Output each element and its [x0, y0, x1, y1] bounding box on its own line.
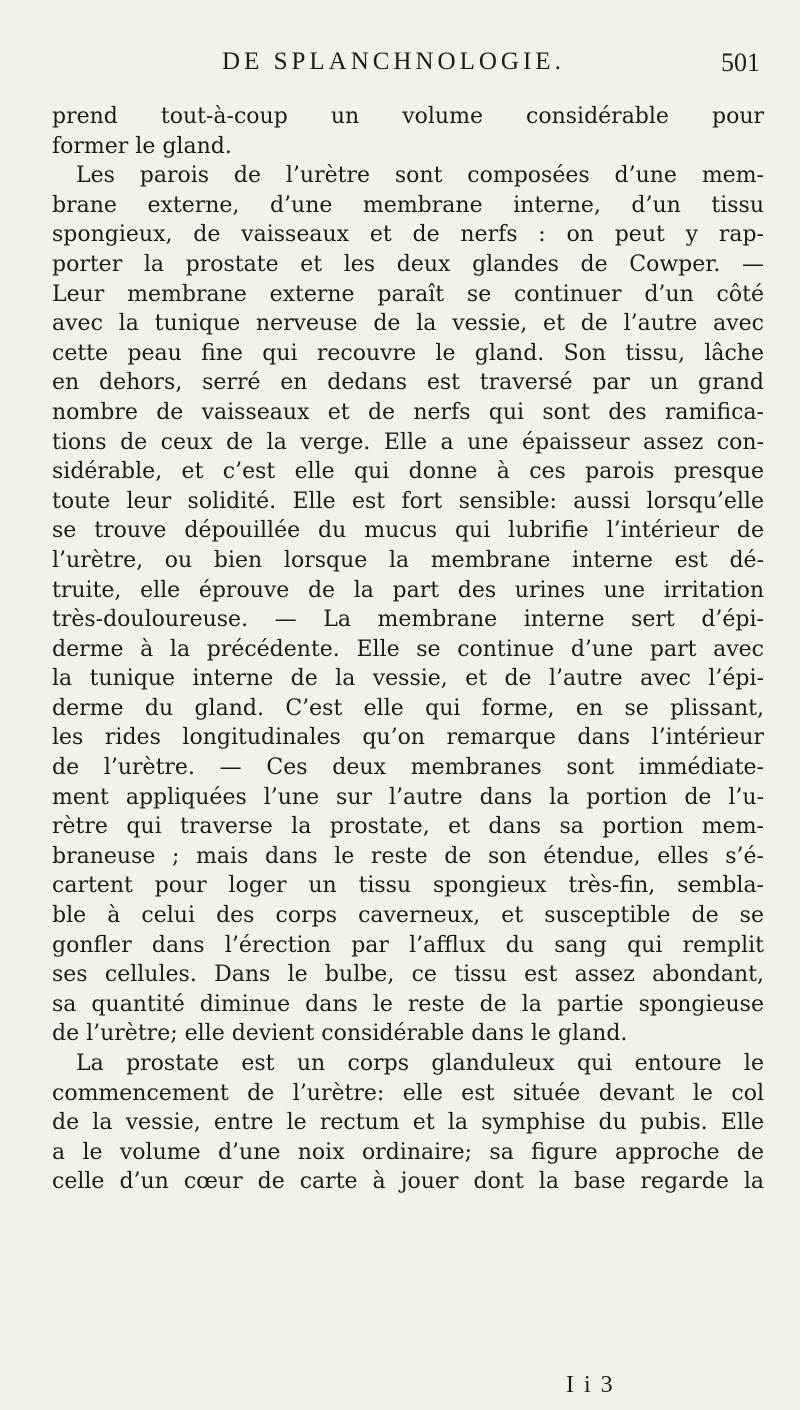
- text-line: a le volume d’une noix ordinaire; sa figure approche de: [52, 1139, 764, 1165]
- text-line: gonfler dans l’érection par l’afflux du sang qui remplit: [52, 932, 764, 958]
- text-line: se trouve dépouillée du mucus qui lubrifie l’intérieur de: [52, 518, 764, 544]
- text-line: ses cellules. Dans le bulbe, ce tissu est assez abondant,: [52, 962, 764, 988]
- text-line: très-douloureuse. — La membrane interne sert d’épi-: [52, 607, 764, 633]
- text-line: sidérable, et c’est elle qui donne à ces parois presque: [52, 459, 764, 485]
- text-line: Les parois de l’urètre sont composées d’une mem-: [76, 163, 764, 189]
- text-line: spongieux, de vaisseaux et de nerfs : on peut y rap-: [52, 222, 764, 248]
- text-line: derme à la précédente. Elle se continue d’une part avec: [52, 636, 764, 662]
- running-head: [50, 48, 760, 92]
- text-line: former le gland.: [52, 133, 232, 159]
- text-line: ment appliquées l’une sur l’autre dans la portion de l’u-: [52, 784, 764, 810]
- text-line: l’urètre, ou bien lorsque la membrane interne est dé-: [52, 547, 764, 573]
- text-line: cette peau fine qui recouvre le gland. Son tissu, lâche: [52, 340, 764, 366]
- text-line: derme du gland. C’est elle qui forme, en se plissant,: [52, 695, 764, 721]
- text-line: toute leur solidité. Elle est fort sensible: aussi lorsqu’elle: [52, 488, 764, 514]
- page-number: 501: [721, 48, 760, 77]
- text-line: ble à celui des corps caverneux, et susceptible de se: [52, 903, 764, 929]
- text-line: commencement de l’urètre: elle est située devant le col: [52, 1080, 764, 1106]
- text-line: nombre de vaisseaux et de nerfs qui sont des ramifica-: [52, 399, 764, 425]
- text-line: braneuse ; mais dans le reste de son étendue, elles s’é-: [52, 843, 764, 869]
- text-line: de l’urètre; elle devient considérable dans le gland.: [52, 1021, 628, 1047]
- text-line: de la vessie, entre le rectum et la symphise du pubis. Elle: [52, 1110, 764, 1136]
- text-line: rètre qui traverse la prostate, et dans sa portion mem-: [52, 814, 764, 840]
- text-line: sa quantité diminue dans le reste de la partie spongieuse: [52, 991, 764, 1017]
- text-line: cartent pour loger un tissu spongieux très-fin, sembla-: [52, 873, 764, 899]
- text-line: truite, elle éprouve de la part des urines une irritation: [52, 577, 764, 603]
- text-line: en dehors, serré en dedans est traversé par un grand: [52, 370, 764, 396]
- text-line: Leur membrane externe paraît se continuer d’un côté: [52, 281, 764, 307]
- text-line: brane externe, d’une membrane interne, d’un tissu: [52, 192, 764, 218]
- text-line: tions de ceux de la verge. Elle a une épaisseur assez con-: [52, 429, 764, 455]
- text-line: prend tout-à-coup un volume considérable pour: [52, 104, 764, 129]
- signature-mark: I i 3: [566, 1372, 615, 1398]
- text-line: de l’urètre. — Ces deux membranes sont immédiate-: [52, 755, 764, 781]
- body-text: [52, 102, 764, 1197]
- running-title: DE SPLANCHNOLOGIE.: [222, 48, 565, 75]
- text-line: La prostate est un corps glanduleux qui entoure le: [76, 1051, 764, 1076]
- text-line: porter la prostate et les deux glandes de Cowper. —: [52, 251, 764, 277]
- text-line: avec la tunique nerveuse de la vessie, et de l’autre avec: [52, 311, 764, 337]
- text-line: les rides longitudinales qu’on remarque dans l’intérieur: [52, 725, 764, 751]
- text-line: la tunique interne de la vessie, et de l’autre avec l’épi-: [52, 666, 764, 692]
- text-line: celle d’un cœur de carte à jouer dont la base regarde la: [52, 1169, 764, 1195]
